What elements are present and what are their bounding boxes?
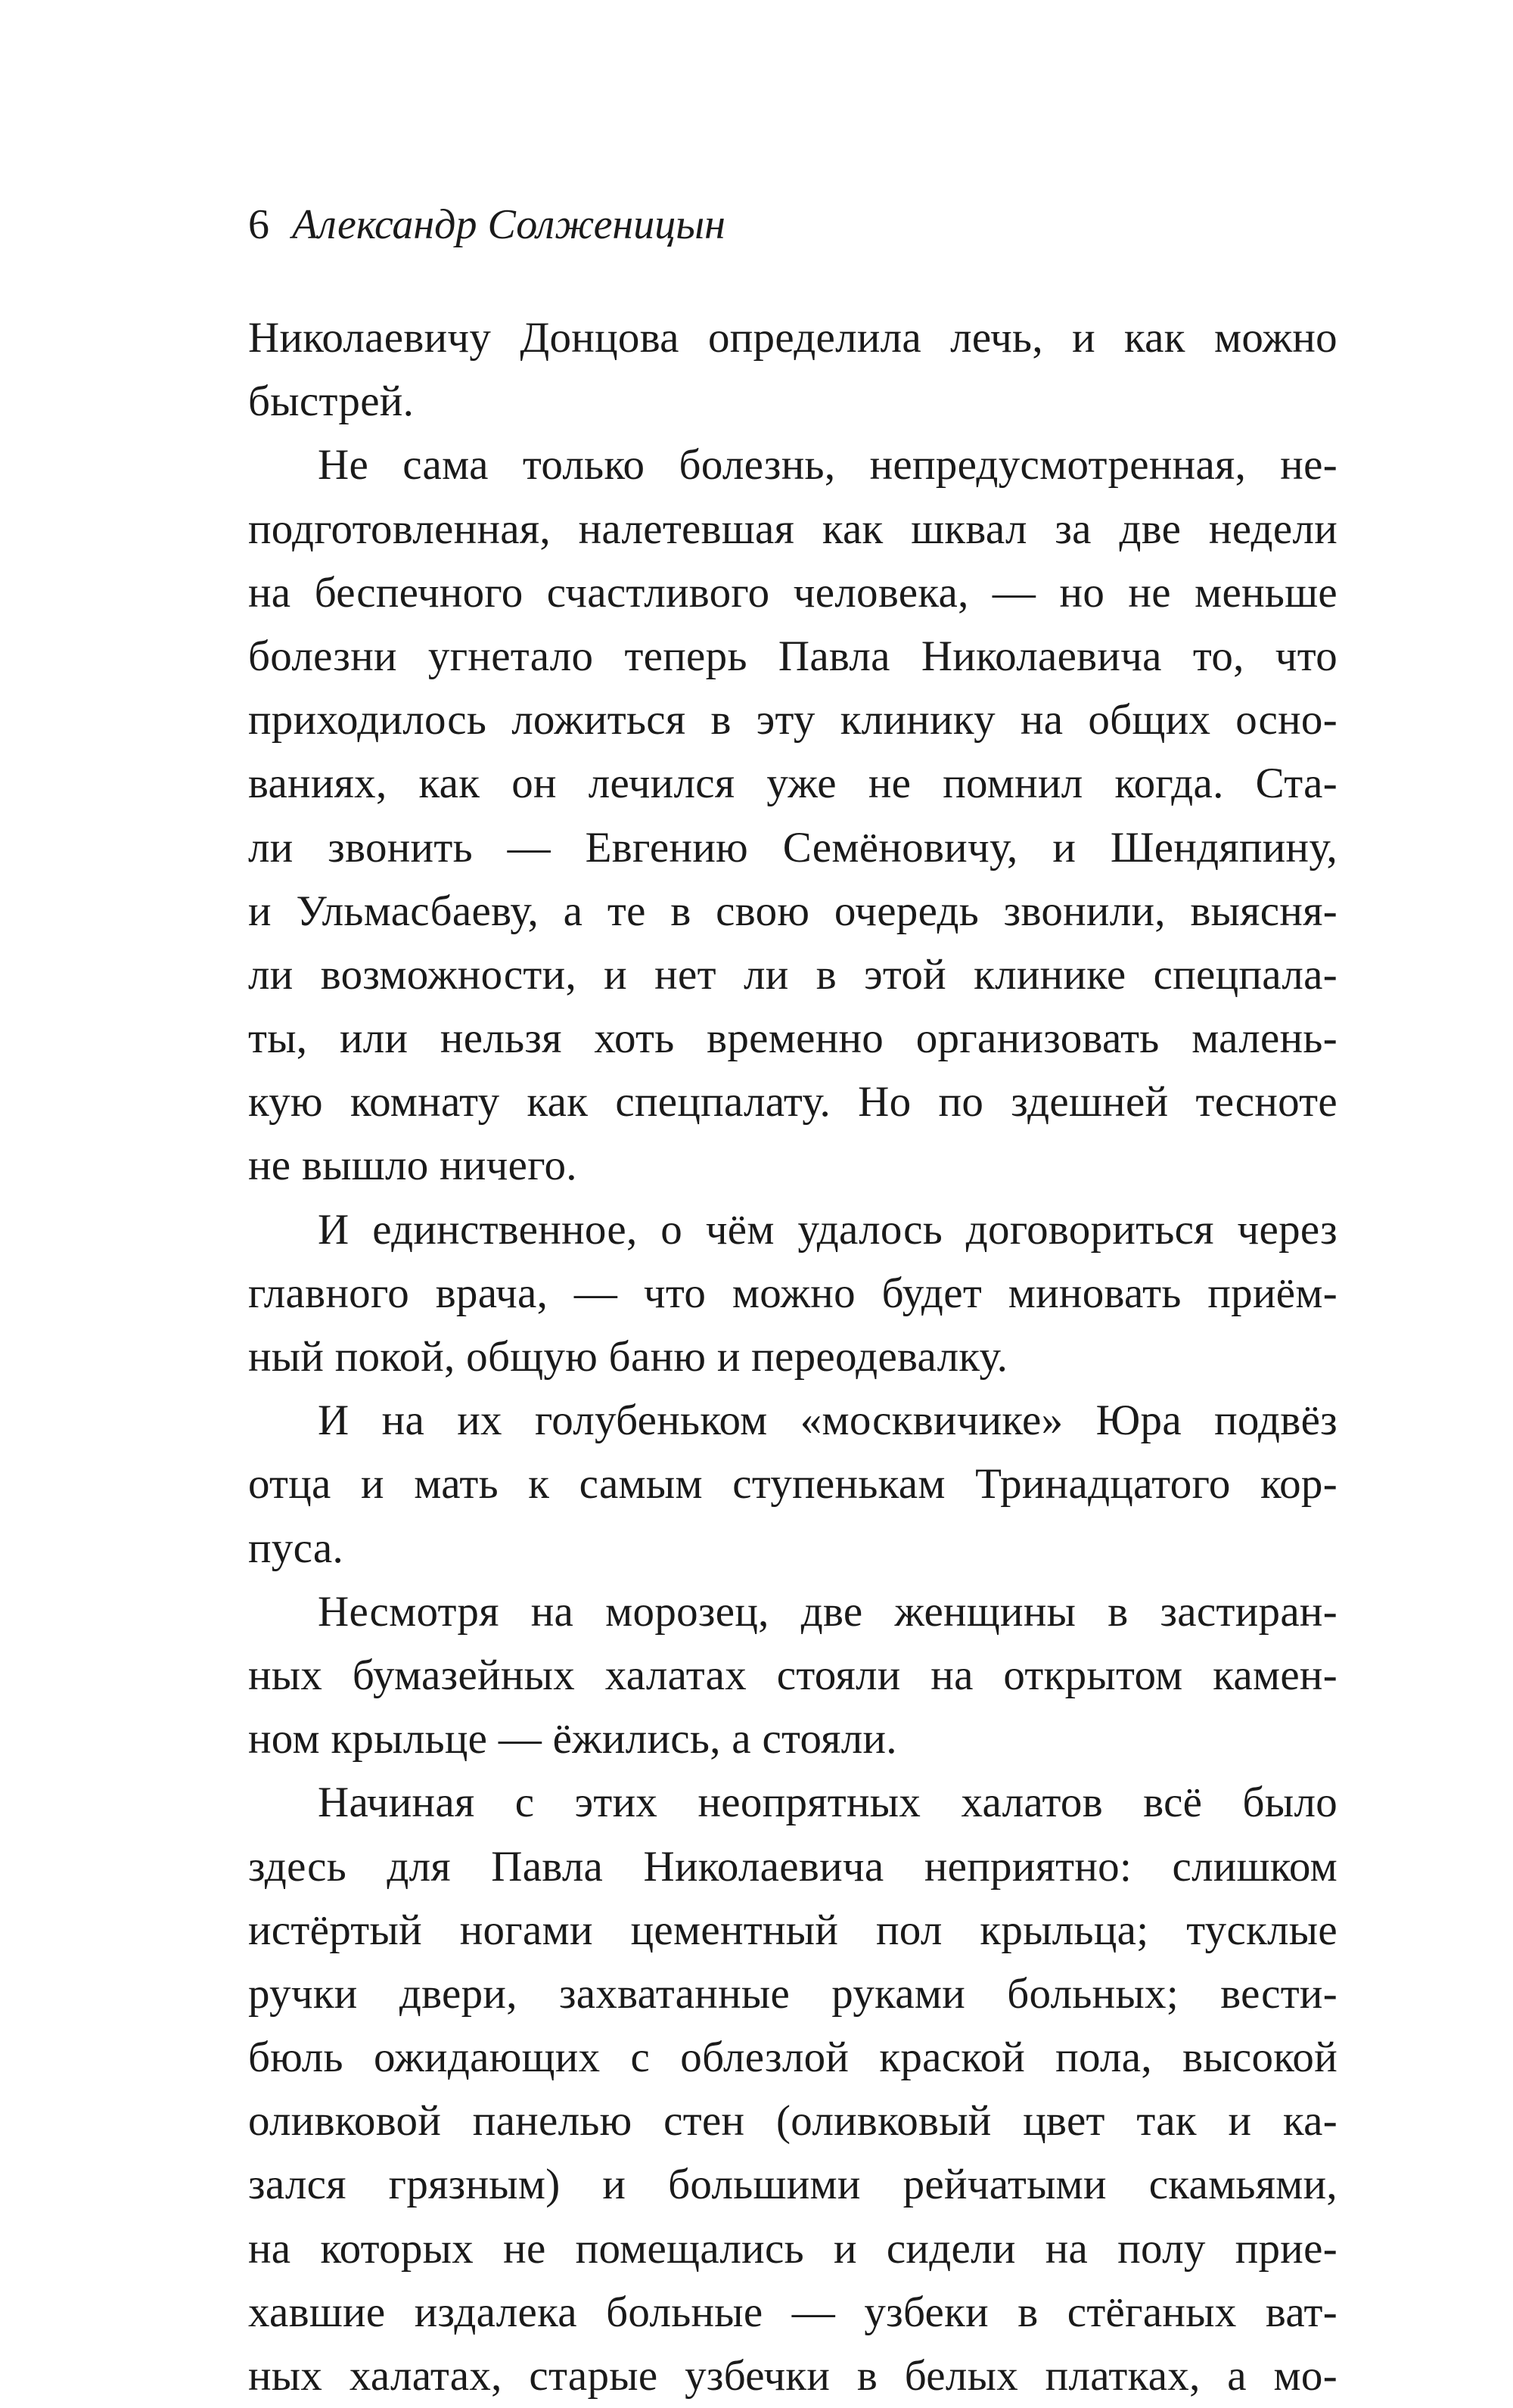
text-line: ли звонить — Евгению Семёновичу, и Шендяпину,	[248, 823, 1337, 872]
text-line: ваниях, как он лечился уже не помнил когда. Ста-	[248, 760, 1337, 808]
text-line: отца и мать к самым ступенькам Тринадцатого кор-	[248, 1460, 1337, 1508]
text-line: болезни угнетало теперь Павла Николаевича то, что	[248, 632, 1337, 680]
text-line: ли возможности, и нет ли в этой клинике спецпала-	[248, 950, 1337, 999]
text-line: бюль ожидающих с облезлой краской пола, высокой	[248, 2034, 1337, 2082]
text-line: на беспечного счастливого человека, — но не меньше	[248, 568, 1337, 617]
text-line: и Ульмасбаеву, а те в свою очередь звонили, выясня-	[248, 887, 1337, 935]
text-line: хавшие издалека больные — узбеки в стёганых ват-	[248, 2288, 1337, 2336]
text-line: истёртый ногами цементный пол крыльца; тусклые	[248, 1906, 1337, 1954]
text-line: Начиная с этих неопрятных халатов всё было	[318, 1779, 1337, 1827]
text-line: ты, или нельзя хоть временно организовать малень-	[248, 1014, 1337, 1063]
text-line: зался грязным) и большими рейчатыми скамьями,	[248, 2161, 1337, 2209]
text-line: быстрей.	[248, 378, 415, 426]
text-line: приходилось ложиться в эту клинику на общих осно-	[248, 696, 1337, 744]
text-line: ных бумазейных халатах стояли на открытом камен-	[248, 1651, 1337, 1699]
text-line: Не сама только болезнь, непредусмотренная, не-	[318, 441, 1337, 489]
running-head-author: Александр Солженицын	[292, 201, 725, 248]
body-text	[248, 306, 1337, 2408]
text-line: И на их голубеньком «москвичике» Юра подвёз	[318, 1397, 1337, 1445]
text-line: кую комнату как спецпалату. Но по здешней тесноте	[248, 1078, 1337, 1126]
text-line: Николаевичу Донцова определила лечь, и как можно	[248, 314, 1337, 362]
text-line: здесь для Павла Николаевича неприятно: слишком	[248, 1842, 1337, 1891]
page-number: 6	[248, 201, 269, 248]
text-line: ный покой, общую баню и переодевалку.	[248, 1333, 1008, 1381]
text-line: ных халатах, старые узбечки в белых платках, а мо-	[248, 2352, 1337, 2400]
running-head	[248, 198, 725, 251]
text-line: ном крыльце — ёжились, а стояли.	[248, 1715, 897, 1763]
text-line: ручки двери, захватанные руками больных; вести-	[248, 1969, 1337, 2018]
text-line: Несмотря на морозец, две женщины в застиран-	[318, 1587, 1337, 1636]
text-line: не вышло ничего.	[248, 1142, 577, 1190]
text-line: пуса.	[248, 1524, 344, 1572]
text-line: И единственное, о чём удалось договориться через	[318, 1205, 1337, 1254]
text-line: на которых не помещались и сидели на полу прие-	[248, 2224, 1337, 2273]
text-line: оливковой панелью стен (оливковый цвет так и ка-	[248, 2097, 1337, 2145]
text-line: главного врача, — что можно будет миновать приём-	[248, 1269, 1337, 1317]
text-line: подготовленная, налетевшая как шквал за две недели	[248, 505, 1337, 553]
